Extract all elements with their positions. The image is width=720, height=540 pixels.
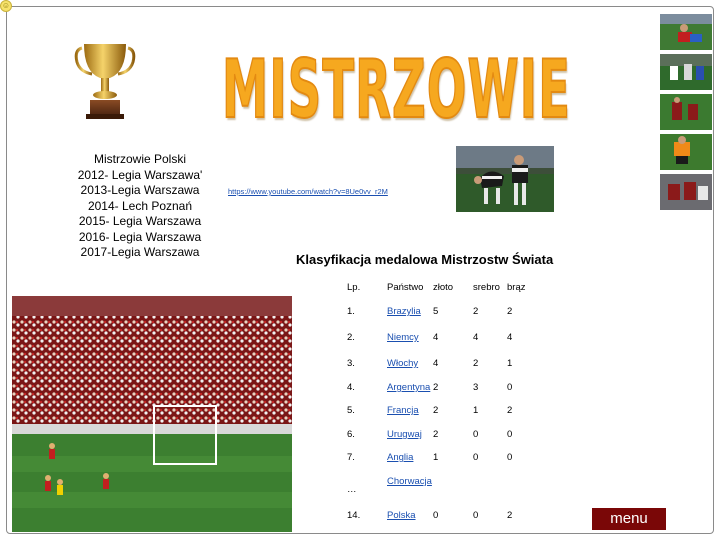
cell-silver: 4	[473, 332, 479, 343]
cell-lp: 6.	[347, 429, 355, 440]
cell-lp: 1.	[347, 306, 355, 317]
cell-gold: 1	[433, 452, 439, 463]
cell-lp: 7.	[347, 452, 355, 463]
country-link[interactable]: Brazylia	[387, 306, 421, 317]
cell-bronze: 2	[507, 510, 513, 521]
cell-silver: 0	[473, 429, 479, 440]
menu-button[interactable]: menu	[592, 508, 666, 530]
country-link[interactable]: Urugwaj	[387, 429, 422, 440]
trophy-icon	[74, 38, 136, 120]
thumbnail-photo	[660, 94, 712, 130]
cell-silver: 1	[473, 405, 479, 416]
thumbnail-photo	[660, 14, 712, 50]
cell-bronze: 4	[507, 332, 513, 343]
side-thumbnails	[660, 14, 712, 214]
cell-gold: 4	[433, 332, 439, 343]
header-gold: złoto	[433, 282, 454, 293]
champions-line: 2012- Legia Warszawa'	[77, 167, 203, 182]
cell-lp: 3.	[347, 358, 355, 369]
youtube-link[interactable]: https://www.youtube.com/watch?v=8Ue0vv_r2M	[228, 187, 388, 196]
cell-gold: 2	[433, 429, 439, 440]
cell-silver: 0	[473, 452, 479, 463]
header-bronze: brąz	[507, 282, 526, 293]
slide-marker-icon: ☺	[1, 1, 11, 10]
header-silver: srebro	[473, 282, 500, 293]
cell-silver: 0	[473, 510, 479, 521]
cell-bronze: 0	[507, 382, 513, 393]
rugby-photo	[456, 146, 554, 212]
header-lp: Lp.	[347, 282, 361, 293]
country-link[interactable]: Anglia	[387, 452, 414, 463]
champions-line: 2016- Legia Warszawa	[78, 229, 202, 244]
cell-silver: 3	[473, 382, 479, 393]
cell-gold: 4	[433, 358, 439, 369]
champions-line: 2017-Legia Warszawa	[80, 245, 200, 259]
country-link[interactable]: Niemcy	[387, 332, 419, 343]
header-country: Państwo	[387, 282, 424, 293]
champions-line: 2015- Legia Warszawa	[78, 214, 202, 228]
cell-lp: 5.	[347, 405, 355, 416]
polish-champions-list	[60, 152, 220, 261]
cell-gold: 2	[433, 382, 439, 393]
cell-silver: 2	[473, 306, 479, 317]
cell-lp: 2.	[347, 332, 355, 343]
cell-bronze: 0	[507, 429, 513, 440]
stadium-photo	[12, 296, 292, 532]
champions-line: 2013-Legia Warszawa	[80, 183, 200, 197]
country-link[interactable]: Argentyna	[387, 382, 431, 393]
cell-gold: 5	[433, 306, 439, 317]
cell-bronze: 2	[507, 405, 513, 416]
champions-line: 2014- Lech Poznań	[87, 198, 193, 213]
cell-bronze: 0	[507, 452, 513, 463]
country-link[interactable]: Francja	[387, 405, 419, 416]
cell-bronze: 2	[507, 306, 513, 317]
thumbnail-photo	[660, 134, 712, 170]
medal-table-title: Klasyfikacja medalowa Mistrzostw Świata	[296, 252, 554, 267]
cell-lp: 4.	[347, 382, 355, 393]
cell-lp: 14.	[347, 510, 361, 521]
country-link[interactable]: Chorwacja	[387, 476, 432, 487]
thumbnail-photo	[660, 54, 712, 90]
page-title: MISTRZOWIE	[222, 43, 572, 136]
thumbnail-photo	[660, 174, 712, 210]
cell-gold: 2	[433, 405, 439, 416]
country-link[interactable]: Polska	[387, 510, 416, 521]
cell-silver: 2	[473, 358, 479, 369]
champions-line: Mistrzowie Polski	[93, 152, 186, 166]
cell-gold: 0	[433, 510, 439, 521]
cell-lp: …	[347, 484, 357, 495]
cell-bronze: 1	[507, 358, 513, 369]
country-link[interactable]: Włochy	[387, 358, 419, 369]
